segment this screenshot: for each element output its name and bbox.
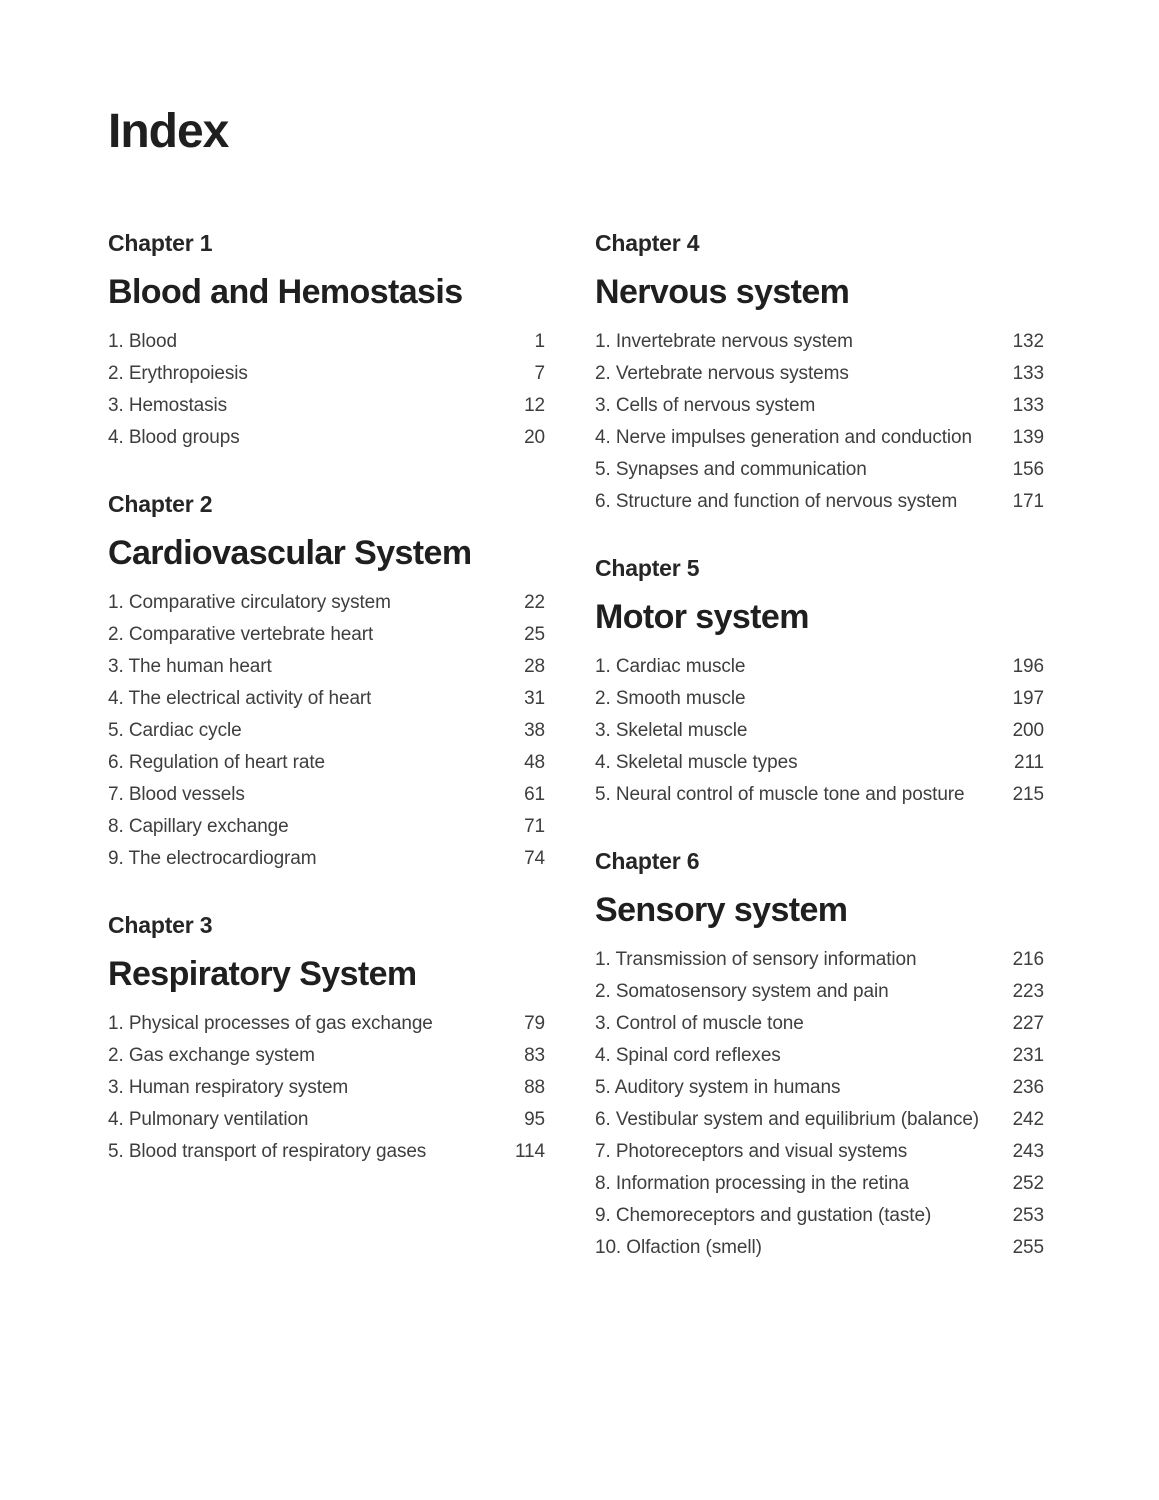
toc-entry: [108, 390, 545, 422]
entry-label: 2. Erythropoiesis: [108, 363, 248, 384]
entry-page-number: 236: [1012, 1077, 1044, 1098]
chapter-label: Chapter 3: [108, 912, 213, 938]
toc-entry: [595, 1136, 1044, 1168]
toc-entry: [595, 976, 1044, 1008]
chapter-entries: [595, 651, 1044, 811]
entry-label: 4. Nerve impulses generation and conduction: [595, 427, 972, 448]
entry-page-number: 253: [1012, 1205, 1044, 1226]
entry-label: 7. Blood vessels: [108, 784, 245, 805]
entry-label: 3. Skeletal muscle: [595, 720, 748, 741]
toc-columns: [108, 228, 1159, 1299]
chapter-chapter-6: [595, 846, 1044, 1264]
toc-entry: [108, 1104, 545, 1136]
chapter-label: Chapter 5: [595, 555, 700, 581]
entry-page-number: 223: [1012, 981, 1044, 1002]
entry-label: 8. Information processing in the retina: [595, 1173, 909, 1194]
entry-page-number: 139: [1012, 427, 1044, 448]
toc-entry: [595, 683, 1044, 715]
entry-page-number: 79: [524, 1013, 545, 1034]
toc-entry: [595, 486, 1044, 518]
toc-entry: [108, 747, 545, 779]
entry-page-number: 231: [1012, 1045, 1044, 1066]
entry-label: 6. Structure and function of nervous system: [595, 491, 958, 512]
toc-entry: [595, 1200, 1044, 1232]
entry-page-number: 83: [524, 1045, 545, 1066]
chapter-label: Chapter 4: [595, 230, 700, 256]
toc-entry: [595, 326, 1044, 358]
entry-page-number: 114: [515, 1141, 545, 1162]
entry-page-number: 255: [1012, 1237, 1044, 1258]
entry-page-number: 95: [524, 1109, 545, 1130]
toc-entry: [595, 651, 1044, 683]
entry-page-number: 252: [1012, 1173, 1044, 1194]
entry-label: 6. Regulation of heart rate: [108, 752, 325, 773]
toc-entry: [595, 944, 1044, 976]
chapter-entries: [108, 587, 545, 875]
entry-label: 5. Neural control of muscle tone and posture: [595, 784, 965, 805]
entry-label: 3. Hemostasis: [108, 395, 228, 416]
chapter-label: Chapter 1: [108, 230, 213, 256]
entry-label: 4. Spinal cord reflexes: [595, 1045, 781, 1066]
entry-label: 4. Skeletal muscle types: [595, 752, 798, 773]
page-title: Index: [108, 105, 229, 158]
entry-page-number: 242: [1012, 1109, 1044, 1130]
entry-label: 10. Olfaction (smell): [595, 1237, 762, 1258]
entry-label: 4. Blood groups: [108, 427, 240, 448]
entry-label: 1. Physical processes of gas exchange: [108, 1013, 433, 1034]
entry-page-number: 1: [534, 331, 545, 352]
chapter-chapter-2: [108, 489, 545, 875]
chapter-title: Sensory system: [595, 891, 848, 929]
entry-label: 3. The human heart: [108, 656, 272, 677]
chapter-entries: [595, 326, 1044, 518]
toc-entry: [108, 619, 545, 651]
toc-entry: [595, 1232, 1044, 1264]
entry-label: 3. Human respiratory system: [108, 1077, 349, 1098]
entry-label: 1. Transmission of sensory information: [595, 949, 917, 970]
entry-page-number: 215: [1012, 784, 1044, 805]
chapter-title: Motor system: [595, 598, 809, 636]
entry-label: 5. Cardiac cycle: [108, 720, 242, 741]
toc-entry: [108, 1136, 545, 1168]
toc-entry: [595, 390, 1044, 422]
entry-page-number: 12: [524, 395, 545, 416]
entry-page-number: 211: [1014, 752, 1044, 773]
entry-label: 3. Cells of nervous system: [595, 395, 816, 416]
toc-entry: [595, 779, 1044, 811]
entry-page-number: 7: [534, 363, 545, 384]
chapter-title: Respiratory System: [108, 955, 417, 993]
entry-page-number: 88: [524, 1077, 545, 1098]
entry-page-number: 61: [524, 784, 545, 805]
entry-page-number: 132: [1012, 331, 1044, 352]
toc-entry: [108, 587, 545, 619]
entry-label: 9. The electrocardiogram: [108, 848, 317, 869]
entry-page-number: 216: [1012, 949, 1044, 970]
chapter-title: Nervous system: [595, 273, 850, 311]
chapter-entries: [595, 944, 1044, 1264]
chapter-title: Cardiovascular System: [108, 534, 472, 572]
toc-entry: [108, 422, 545, 454]
entry-page-number: 197: [1012, 688, 1044, 709]
entry-label: 1. Blood: [108, 331, 177, 352]
entry-page-number: 133: [1012, 395, 1044, 416]
toc-entry: [108, 683, 545, 715]
toc-entry: [595, 1040, 1044, 1072]
entry-page-number: 22: [524, 592, 545, 613]
toc-entry: [595, 1072, 1044, 1104]
entry-label: 2. Somatosensory system and pain: [595, 981, 889, 1002]
entry-label: 9. Chemoreceptors and gustation (taste): [595, 1205, 932, 1226]
entry-page-number: 156: [1012, 459, 1044, 480]
left-column: [108, 228, 545, 1299]
toc-entry: [108, 326, 545, 358]
entry-page-number: 200: [1012, 720, 1044, 741]
toc-entry: [108, 651, 545, 683]
entry-page-number: 243: [1012, 1141, 1044, 1162]
toc-entry: [595, 358, 1044, 390]
right-column: [595, 228, 1044, 1299]
chapter-entries: [108, 1008, 545, 1168]
chapter-chapter-1: [108, 228, 545, 454]
toc-entry: [108, 811, 545, 843]
entry-page-number: 71: [524, 816, 545, 837]
entry-page-number: 31: [524, 688, 545, 709]
chapter-chapter-3: [108, 910, 545, 1168]
entry-label: 2. Vertebrate nervous systems: [595, 363, 849, 384]
entry-page-number: 227: [1012, 1013, 1044, 1034]
entry-label: 7. Photoreceptors and visual systems: [595, 1141, 908, 1162]
toc-entry: [595, 715, 1044, 747]
entry-page-number: 38: [524, 720, 545, 741]
toc-entry: [108, 358, 545, 390]
chapter-label: Chapter 6: [595, 848, 700, 874]
entry-label: 4. The electrical activity of heart: [108, 688, 372, 709]
entry-label: 1. Cardiac muscle: [595, 656, 746, 677]
chapter-title: Blood and Hemostasis: [108, 273, 463, 311]
toc-entry: [595, 747, 1044, 779]
entry-label: 8. Capillary exchange: [108, 816, 289, 837]
entry-page-number: 48: [524, 752, 545, 773]
entry-label: 1. Invertebrate nervous system: [595, 331, 853, 352]
entry-page-number: 196: [1012, 656, 1044, 677]
entry-label: 4. Pulmonary ventilation: [108, 1109, 309, 1130]
chapter-chapter-4: [595, 228, 1044, 518]
entry-label: 2. Comparative vertebrate heart: [108, 624, 374, 645]
entry-label: 5. Blood transport of respiratory gases: [108, 1141, 427, 1162]
toc-entry: [108, 779, 545, 811]
entry-label: 3. Control of muscle tone: [595, 1013, 804, 1034]
toc-entry: [595, 1008, 1044, 1040]
entry-page-number: 133: [1012, 363, 1044, 384]
entry-label: 5. Auditory system in humans: [595, 1077, 841, 1098]
entry-label: 1. Comparative circulatory system: [108, 592, 391, 613]
entry-page-number: 171: [1012, 491, 1044, 512]
entry-label: 2. Gas exchange system: [108, 1045, 315, 1066]
chapter-chapter-5: [595, 553, 1044, 811]
entry-page-number: 20: [524, 427, 545, 448]
toc-entry: [595, 422, 1044, 454]
entry-page-number: 28: [524, 656, 545, 677]
chapter-label: Chapter 2: [108, 491, 213, 517]
entry-page-number: 74: [524, 848, 545, 869]
entry-page-number: 25: [524, 624, 545, 645]
toc-entry: [108, 1040, 545, 1072]
toc-entry: [595, 1104, 1044, 1136]
toc-entry: [108, 843, 545, 875]
entry-label: 6. Vestibular system and equilibrium (balance): [595, 1109, 980, 1130]
toc-entry: [108, 1008, 545, 1040]
entry-label: 5. Synapses and communication: [595, 459, 867, 480]
chapter-entries: [108, 326, 545, 454]
toc-entry: [595, 1168, 1044, 1200]
toc-entry: [108, 1072, 545, 1104]
entry-label: 2. Smooth muscle: [595, 688, 746, 709]
toc-entry: [108, 715, 545, 747]
toc-entry: [595, 454, 1044, 486]
